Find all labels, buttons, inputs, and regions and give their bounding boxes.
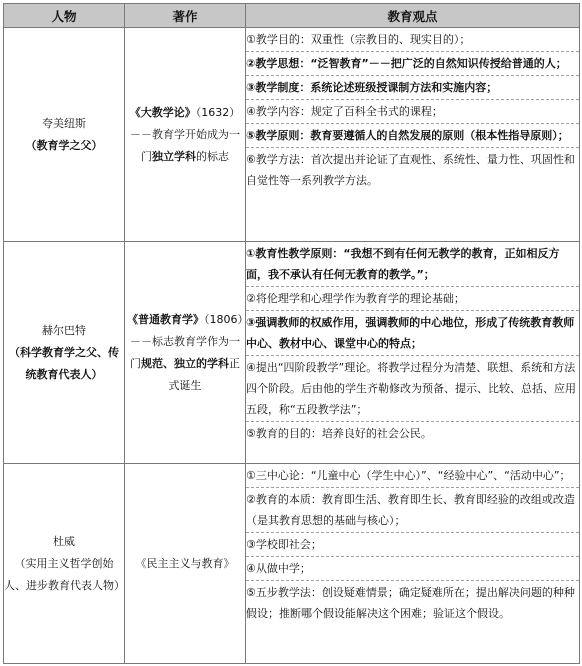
person-name: 赫尔巴特	[42, 323, 86, 337]
work-cell	[125, 464, 246, 664]
work-cell	[125, 242, 246, 464]
work-title: 《普通教育学》	[127, 312, 204, 326]
list-item: ⑤五步教学法：创设疑难情景；确定疑难所在；提出解决问题的种种假设；推断哪个假设能解决这个困难；验证这个假设。	[246, 586, 575, 620]
education-table	[3, 3, 580, 664]
person-cell	[4, 464, 125, 664]
list-item: ②教学思想：“泛智教育”－－把广泛的自然知识传授给普通的人；	[246, 52, 579, 76]
list-item: ③学校即社会；	[246, 533, 579, 557]
list-item: ①教育性教学原则：“我想不到有任何无教学的教育，正如相反方面，我不承认有任何无教育的教学。”；	[246, 242, 579, 287]
work-highlight: 规范、独立的学科	[141, 356, 229, 370]
list-item: ①教学目的：双重性（宗教目的、现实目的）；	[246, 28, 579, 52]
list-item: ④教学内容：规定了百科全书式的课程；	[246, 100, 579, 124]
work-title: 《民主主义与教育》	[135, 556, 235, 570]
list-item: ③强调教师的权威作用，强调教师的中心地位，形成了传统教育教师中心、教材中心、课堂中心的特点；	[246, 311, 579, 356]
work-desc: （1806）－－标志教育学作为一门	[130, 312, 243, 370]
header-work: 著作	[125, 4, 246, 28]
work-title: 《大教学论》	[129, 105, 196, 119]
person-name: 夸美纽斯	[42, 116, 86, 130]
person-subtitle: （科学教育学之父、传统教育代表人）	[9, 345, 119, 381]
list-item: ①三中心论：“儿童中心（学生中心）”、“经验中心”、“活动中心”；	[246, 464, 579, 488]
list-item: ③教学制度：系统论述班级授课制方法和实施内容；	[246, 76, 579, 100]
table-row	[4, 464, 580, 664]
list-item: ②教育的本质：教育即生活、教育即生长、教育即经验的改组或改造（是其教育思想的基础与核心）；	[246, 488, 579, 533]
person-subtitle: （实用主义哲学创始人、进步教育代表人物）	[4, 556, 125, 592]
header-views: 教育观点	[246, 4, 580, 28]
work-highlight: 独立学科	[152, 149, 196, 163]
work-cell	[125, 28, 246, 242]
person-subtitle: （教育学之父）	[25, 138, 103, 152]
person-cell	[4, 28, 125, 242]
work-tail: 正式诞生	[168, 356, 240, 392]
person-cell	[4, 242, 125, 464]
header-person: 人物	[4, 4, 125, 28]
views-cell	[246, 28, 580, 242]
work-tail: 的标志	[196, 149, 229, 163]
views-cell	[246, 464, 580, 664]
work-desc: （1632）－－教育学开始成为一门	[130, 105, 241, 163]
table-row	[4, 28, 580, 242]
list-item: ⑥教学方法：首次提出并论证了直观性、系统性、量力性、巩固性和自觉性等一系列教学方法。	[246, 153, 575, 187]
list-item: ⑤教学原则：教育要遵循人的自然发展的原则（根本性指导原则）；	[246, 124, 579, 148]
views-cell	[246, 242, 580, 464]
list-item: ⑤教育的目的：培养良好的社会公民。	[246, 427, 432, 440]
header-row	[4, 4, 580, 28]
list-item: ②将伦理学和心理学作为教育学的理论基础；	[246, 287, 579, 311]
person-name: 杜威	[53, 534, 75, 548]
table-row	[4, 242, 580, 464]
list-item: ④提出“四阶段教学”理论。将教学过程分为清楚、联想、系统和方法四个阶段。后由他的学生齐勒修改为预备、提示、比较、总括、应用五段，称“五段教学法”；	[246, 356, 579, 422]
list-item: ④从做中学；	[246, 557, 579, 581]
